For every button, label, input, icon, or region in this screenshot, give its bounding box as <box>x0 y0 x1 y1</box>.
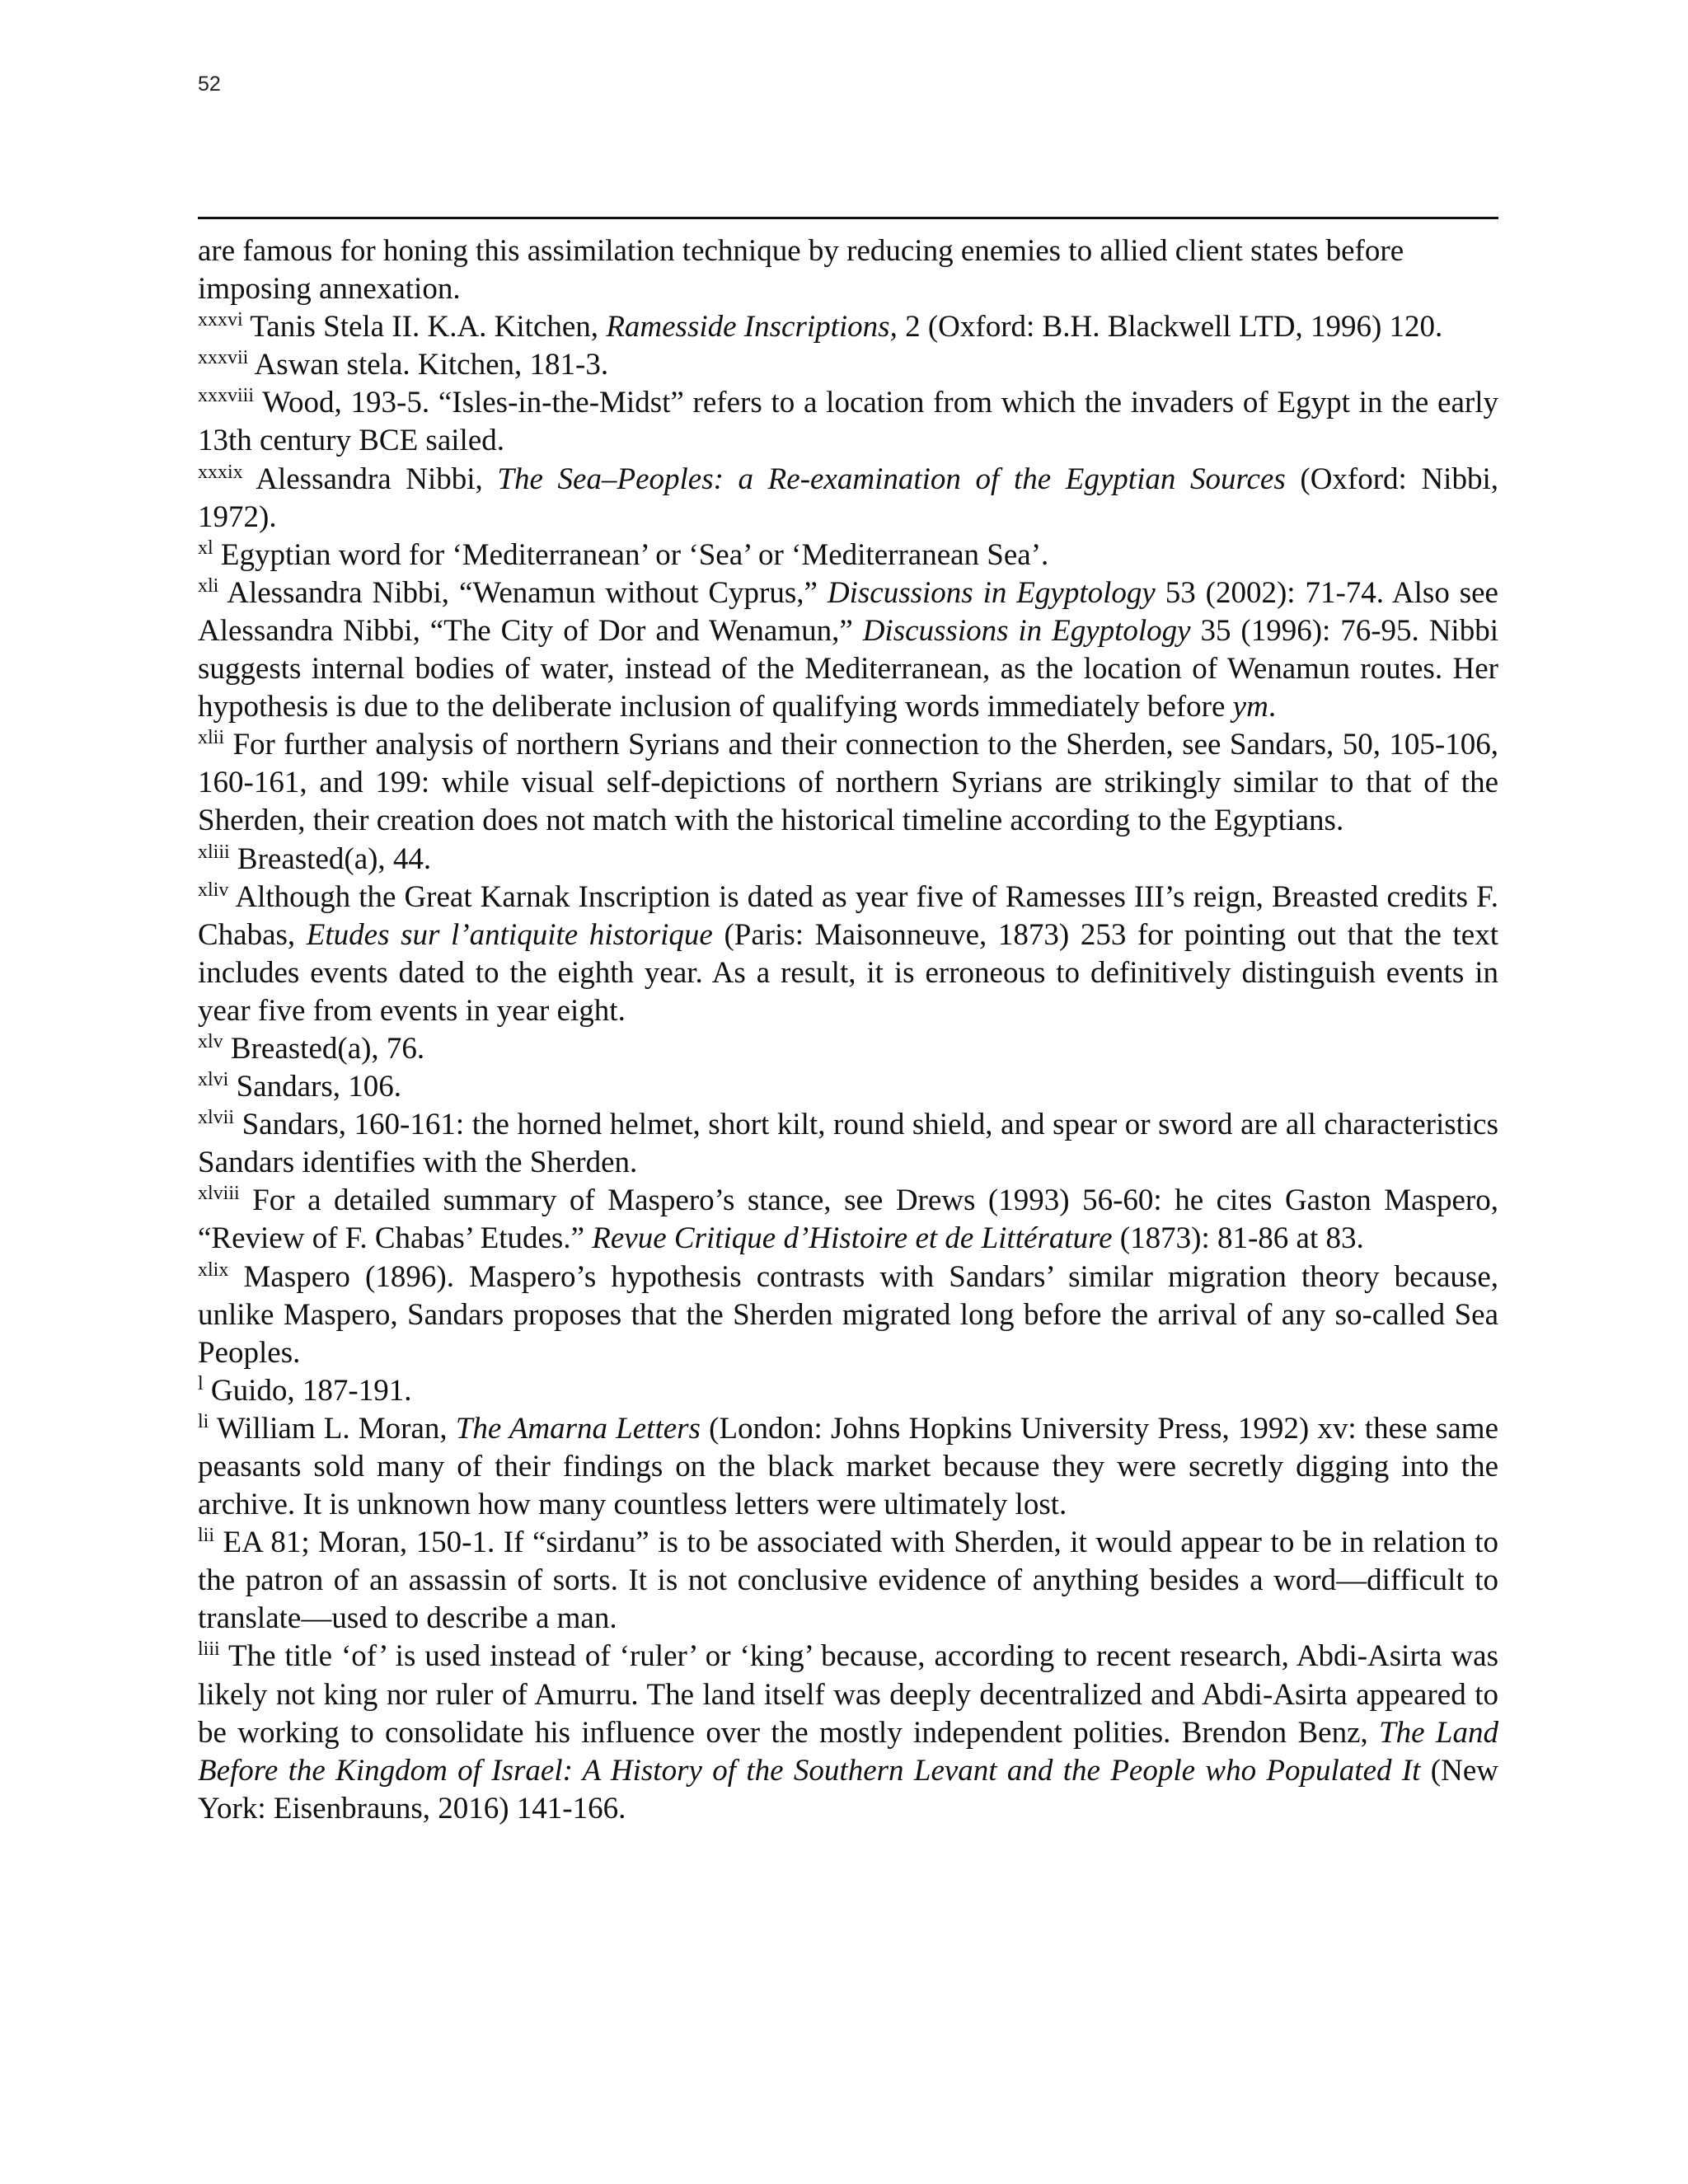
endnote-marker: xl <box>198 537 213 559</box>
endnote-marker: xlix <box>198 1258 229 1281</box>
endnote <box>198 1638 1498 1827</box>
endnote-text: For further analysis of northern Syrians and their connection to the Sherden, see Sandars, 50, 105-106, 160-161, and 199: while visual self-depictions of northern Syrians are strikingly similar to that of the Sherden, their creation does not match with the historical timeline according to the Egyptians. <box>198 728 1498 838</box>
endnote <box>198 1030 1498 1068</box>
page-number: 52 <box>198 73 221 96</box>
italic-title: The Land Before the Kingdom of Israel: A History of the Southern Levant and the People who Populated It <box>198 1715 1498 1788</box>
italic-title: Revue Critique d’Histoire et de Littérature <box>592 1221 1113 1256</box>
endnote-marker: xlvi <box>198 1069 229 1091</box>
endnote-text: Maspero (1896). Maspero’s hypothesis contrasts with Sandars’ similar migration theory because, unlike Maspero, Sandars proposes that the Sherden migrated long before the arrival of any so-called Sea Peoples. <box>198 1259 1498 1370</box>
endnote-text: EA 81; Moran, 150-1. If “sirdanu” is to be associated with Sherden, it would appear to be in relation to the patron of an assassin of sorts. It is not conclusive evidence of anything besides a word—difficult to translate—used to describe a man. <box>198 1526 1498 1636</box>
endnote-text: Breasted(a), 44. <box>229 841 432 876</box>
endnote <box>198 537 1498 574</box>
italic-title: The Sea–Peoples: a Re-examination of the Egyptian Sources <box>497 462 1286 496</box>
footnote-separator <box>198 217 1498 219</box>
endnote-text: (New York: Eisenbrauns, 2016) 141-166. <box>198 1753 1498 1825</box>
endnote-marker: xliii <box>198 841 230 863</box>
endnote-marker: xxxvii <box>198 347 249 369</box>
endnote <box>198 384 1498 460</box>
endnote-text: For a detailed summary of Maspero’s stance, see Drews (1993) 56-60: he cites Gaston Maspero, “Review of F. Chabas’ Etudes.” <box>198 1183 1498 1256</box>
endnote-marker: xxxviii <box>198 385 255 407</box>
endnote <box>198 574 1498 726</box>
endnote-text: Egyptian word for ‘Mediterranean’ or ‘Sea’ or ‘Mediterranean Sea’. <box>213 537 1049 572</box>
endnote-text: Although the Great Karnak Inscription is dated as year five of Ramesses III’s reign, Breasted credits F. Chabas, <box>198 879 1498 952</box>
endnote-text: William L. Moran, <box>209 1411 456 1446</box>
endnote-marker: xxxvi <box>198 309 243 331</box>
endnote <box>198 726 1498 840</box>
endnote <box>198 461 1498 537</box>
endnote-marker: xlii <box>198 727 225 749</box>
endnote <box>198 1372 1498 1410</box>
italic-title: Discussions in Egyptology <box>827 575 1156 610</box>
endnote-marker: l <box>198 1372 204 1394</box>
endnote-text: Guido, 187-191. <box>203 1373 412 1408</box>
endnote-text: Sandars, 106. <box>228 1070 401 1104</box>
endnote <box>198 1258 1498 1372</box>
endnote-marker: xliv <box>198 879 229 901</box>
italic-title: The Amarna Letters <box>455 1411 701 1446</box>
endnote <box>198 1182 1498 1258</box>
endnote-text: Tanis Stela II. K.A. Kitchen, <box>242 310 607 344</box>
endnote-text: Sandars, 160-161: the horned helmet, short kilt, round shield, and spear or sword are all characteristics Sandars identifies with the Sherden. <box>198 1108 1498 1180</box>
endnote <box>198 1106 1498 1182</box>
endnote-marker: xlv <box>198 1030 223 1052</box>
endnote-text: The title ‘of’ is used instead of ‘ruler’ or ‘king’ because, according to recent research, Abdi-Asirta was likely not king nor ruler of Amurru. The land itself was deeply decentralized and Abdi-Asirta appeared to be working to consolidate his influence over the mostly independent polities. Brendon Benz, <box>198 1639 1498 1750</box>
endnote <box>198 232 1498 308</box>
endnote-marker: xxxix <box>198 461 243 483</box>
italic-title: Etudes sur l’antiquite historique <box>306 917 713 952</box>
endnote-text: (Paris: Maisonneuve, 1873) 253 for pointing out that the text includes events dated to the eighth year. As a result, it is erroneous to definitively distinguish events in year five from events in year eight. <box>198 917 1498 1028</box>
endnote-text: (1873): 81-86 at 83. <box>1112 1221 1364 1256</box>
endnote <box>198 1410 1498 1524</box>
endnote-marker: xli <box>198 574 219 597</box>
endnote-marker: xlvii <box>198 1107 235 1129</box>
endnote-text: Breasted(a), 76. <box>223 1031 425 1066</box>
endnote-marker: xlviii <box>198 1183 240 1205</box>
endnote <box>198 1524 1498 1638</box>
endnote <box>198 1068 1498 1106</box>
endnote-text: (Oxford: Nibbi, 1972). <box>198 462 1498 534</box>
endnote <box>198 879 1498 1030</box>
endnote <box>198 346 1498 384</box>
endnote-text: (London: Johns Hopkins University Press, 1992) xv: these same peasants sold many of their findings on the black market because they were secretly digging into the archive. It is unknown how many countless letters were ultimately lost. <box>198 1411 1498 1522</box>
endnote-text: 35 (1996): 76-95. Nibbi suggests internal bodies of water, instead of the Mediterranean, as the location of Wenamun routes. Her hypothesis is due to the deliberate inclusion of qualifying words immediately before <box>198 613 1498 724</box>
endnote-text: Wood, 193-5. “Isles-in-the-Midst” refers to a location from which the invaders of Egypt in the early 13th century BCE sailed. <box>198 386 1498 458</box>
endnote-text: are famous for honing this assimilation technique by reducing enemies to allied client states before imposing annexation. <box>198 234 1404 307</box>
endnote-text: 2 (Oxford: B.H. Blackwell LTD, 1996) 120. <box>897 310 1443 344</box>
endnote <box>198 841 1498 879</box>
italic-title: ym <box>1232 690 1268 724</box>
endnote <box>198 308 1498 346</box>
endnote-marker: liii <box>198 1638 220 1661</box>
italic-title: Ramesside Inscriptions, <box>606 310 898 344</box>
endnote-text: Alessandra Nibbi, <box>242 462 498 496</box>
endnote-text: Alessandra Nibbi, “Wenamun without Cyprus,” <box>218 575 828 610</box>
endnote-text: 53 (2002): 71-74. Also see Alessandra Nibbi, “The City of Dor and Wenamun,” <box>198 575 1498 648</box>
endnote-marker: lii <box>198 1525 215 1547</box>
endnotes-list <box>198 232 1498 1828</box>
endnote-text: Aswan stela. Kitchen, 181-3. <box>248 348 609 382</box>
italic-title: Discussions in Egyptology <box>862 613 1191 648</box>
endnote-text: . <box>1268 690 1277 724</box>
endnote-marker: li <box>198 1410 209 1432</box>
